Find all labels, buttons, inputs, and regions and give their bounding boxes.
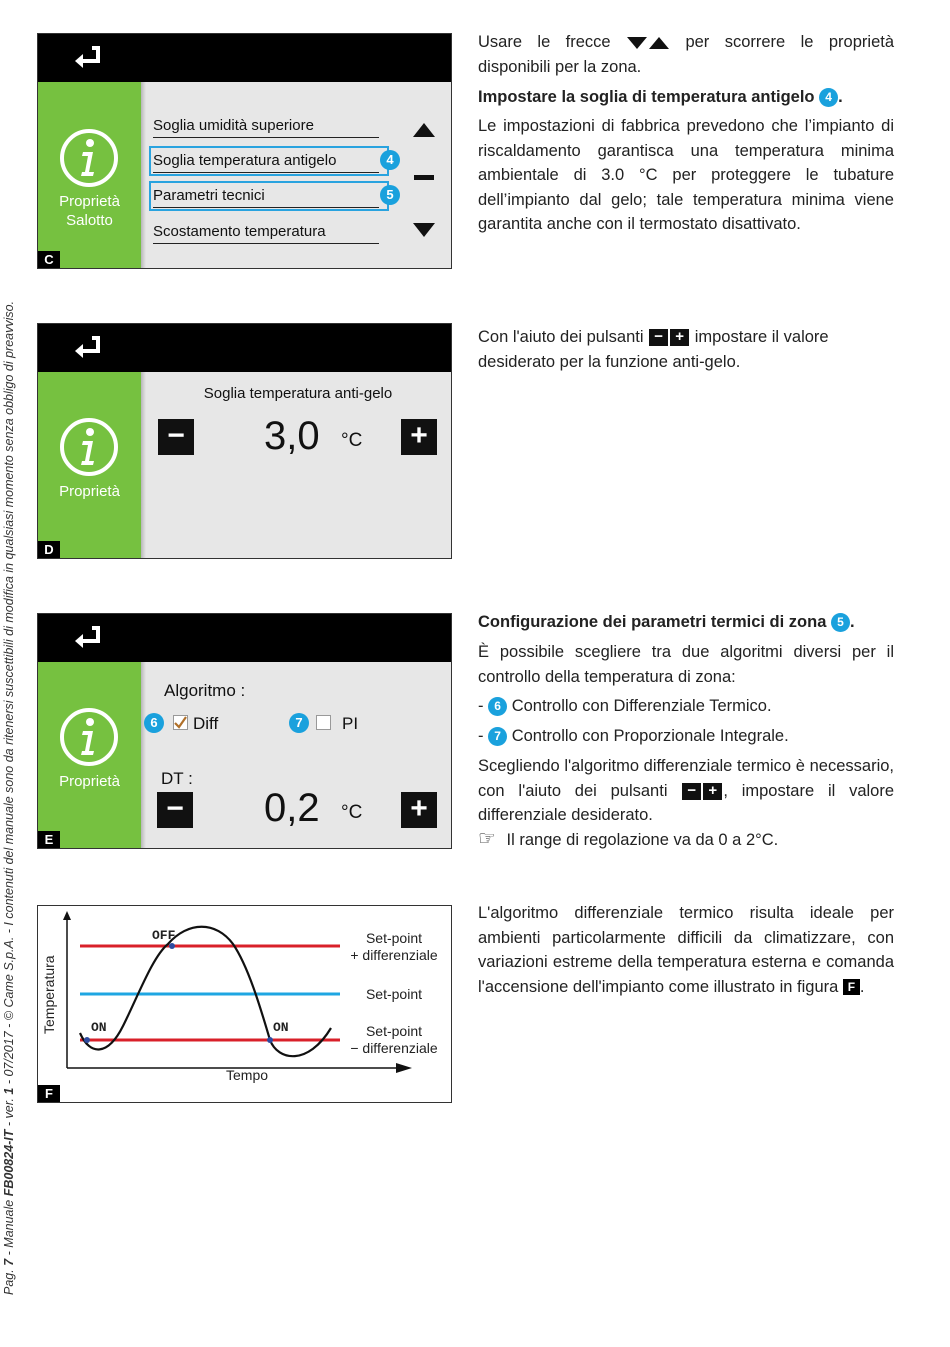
- side-label: Proprietà: [59, 773, 120, 790]
- differential-unit: °C: [341, 802, 363, 823]
- y-axis-label: Temperatura: [41, 955, 57, 1034]
- off-label: OFF: [152, 928, 176, 943]
- figure-label: F: [38, 1085, 60, 1102]
- menu-item-antifreeze[interactable]: Soglia temperatura antigelo: [153, 150, 379, 173]
- menu-item-humidity[interactable]: Soglia umidità superiore: [153, 115, 379, 138]
- legend-lower: Set-point − differenziale: [350, 1023, 438, 1056]
- badge-7: 7: [289, 713, 309, 733]
- temperature-unit: °C: [341, 430, 363, 451]
- side-footer-text: Pag. 7 - Manuale FB00824-IT - ver. 1 - 07/2017 - © Came S.p.A. - I contenuti del manuale sono da ritenersi suscettibili di modifica in qualsiasi momento senza obbligo di preavviso.: [2, 300, 16, 1295]
- minus-button[interactable]: −: [158, 419, 194, 455]
- side-label: Proprietà Salotto: [59, 193, 120, 229]
- top-bar: [38, 324, 451, 372]
- heading-antifreeze: Impostare la soglia di temperatura antigelo 4 .: [478, 88, 843, 106]
- figure-d-screen: [37, 323, 452, 559]
- scroll-up-icon[interactable]: [412, 122, 436, 138]
- paragraph-scroll: Usare le frecce per scorrere le proprietà disponibili per la zona.: [478, 33, 895, 76]
- minus-button[interactable]: −: [157, 792, 193, 828]
- legend-middle: Set-point: [365, 986, 423, 1002]
- side-panel: [38, 82, 141, 268]
- down-up-arrows-icon: [626, 36, 670, 50]
- on-point-2: [267, 1037, 273, 1043]
- diff-label: Diff: [193, 714, 219, 733]
- back-arrow-icon[interactable]: [72, 624, 106, 652]
- setting-title: Soglia temperatura anti-gelo: [203, 385, 393, 402]
- menu-item-offset[interactable]: Scostamento temperatura: [153, 221, 379, 244]
- info-icon: [59, 417, 119, 477]
- back-arrow-icon[interactable]: [72, 44, 106, 72]
- minus-icon: −: [682, 783, 701, 800]
- side-panel: [38, 662, 141, 848]
- figure-label: D: [38, 541, 60, 558]
- legend-upper: Set-point + differenziale: [350, 930, 438, 963]
- paragraph-differential-value: Scegliendo l'algoritmo differenziale termico è necessario, con l'aiuto dei pulsanti − + , impostare il valore differenziale desiderato.: [478, 757, 895, 824]
- heading-thermal-params: Configurazione dei parametri termici di zona 5 .: [478, 613, 855, 631]
- x-axis-arrow-icon: [396, 1063, 412, 1073]
- scroll-down-icon[interactable]: [412, 222, 436, 238]
- plus-button[interactable]: +: [401, 419, 437, 455]
- algorithm-label: Algoritmo :: [164, 681, 246, 700]
- side-label: Proprietà: [59, 483, 120, 500]
- on-label-2: ON: [273, 1020, 289, 1035]
- x-axis-label: Tempo: [226, 1067, 269, 1083]
- badge-4: 4: [380, 150, 400, 170]
- list-item-proportional: - 7 Controllo con Proporzionale Integrale.: [478, 727, 789, 745]
- side-panel: [38, 372, 141, 558]
- plus-icon: +: [703, 783, 722, 800]
- paragraph-ideal: L'algoritmo differenziale termico risulta ideale per ambienti particolarmente difficili da climatizzare, con variazioni estreme della temperatura esterna e comanda l'accensione dell'impianto come illustrato in figura F .: [478, 904, 894, 996]
- figure-label: C: [38, 251, 60, 268]
- scroll-bar-icon: [414, 175, 434, 180]
- temperature-value: 3,0: [264, 414, 320, 458]
- plus-icon: +: [670, 329, 689, 346]
- plus-button[interactable]: +: [401, 792, 437, 828]
- badge-5: 5: [380, 185, 400, 205]
- note-range: ☞ Il range di regolazione va da 0 a 2°C.: [478, 826, 779, 850]
- info-icon: [59, 707, 119, 767]
- paragraph-algorithms: È possibile scegliere tra due algoritmi diversi per il controllo della temperatura di zona:: [478, 643, 894, 686]
- badge-4: 4: [819, 88, 838, 107]
- info-icon: [59, 128, 119, 188]
- figure-c-screen: [37, 33, 452, 269]
- figure-f-ref: F: [843, 979, 860, 995]
- paragraph-buttons: Con l'aiuto dei pulsanti − + impostare il valore desiderato per la funzione anti-gelo.: [478, 328, 829, 371]
- figure-label: E: [38, 831, 60, 848]
- on-label-1: ON: [91, 1020, 107, 1035]
- pi-label: PI: [342, 714, 359, 733]
- list-item-differential: - 6 Controllo con Differenziale Termico.: [478, 697, 772, 715]
- top-bar: [38, 34, 451, 82]
- figure-e-screen: [37, 613, 452, 849]
- dt-label: DT :: [161, 769, 193, 788]
- off-point: [169, 943, 175, 949]
- differential-value: 0,2: [264, 786, 320, 830]
- badge-5: 5: [831, 613, 850, 632]
- badge-6: 6: [144, 713, 164, 733]
- paragraph-factory-settings: Le impostazioni di fabbrica prevedono che l’impianto di riscaldamento garantisca una temperatura minima ambientale di 3.0 °C per proteggere le tubature dell’impianto dal gelo; tale temperatura minima viene garantita anche con il termostato disattivato.: [478, 117, 894, 233]
- pointing-hand-icon: ☞: [478, 826, 496, 850]
- pi-checkbox[interactable]: [316, 715, 331, 730]
- badge-6: 6: [488, 697, 507, 716]
- checkmark-icon: [174, 716, 187, 729]
- on-point-1: [84, 1037, 90, 1043]
- diff-checkbox[interactable]: [173, 715, 188, 730]
- back-arrow-icon[interactable]: [72, 334, 106, 362]
- menu-item-technical[interactable]: Parametri tecnici: [153, 185, 379, 208]
- y-axis-arrow-icon: [63, 911, 71, 920]
- top-bar: [38, 614, 451, 662]
- figure-f-graph: [37, 905, 452, 1103]
- minus-icon: −: [649, 329, 668, 346]
- badge-7: 7: [488, 727, 507, 746]
